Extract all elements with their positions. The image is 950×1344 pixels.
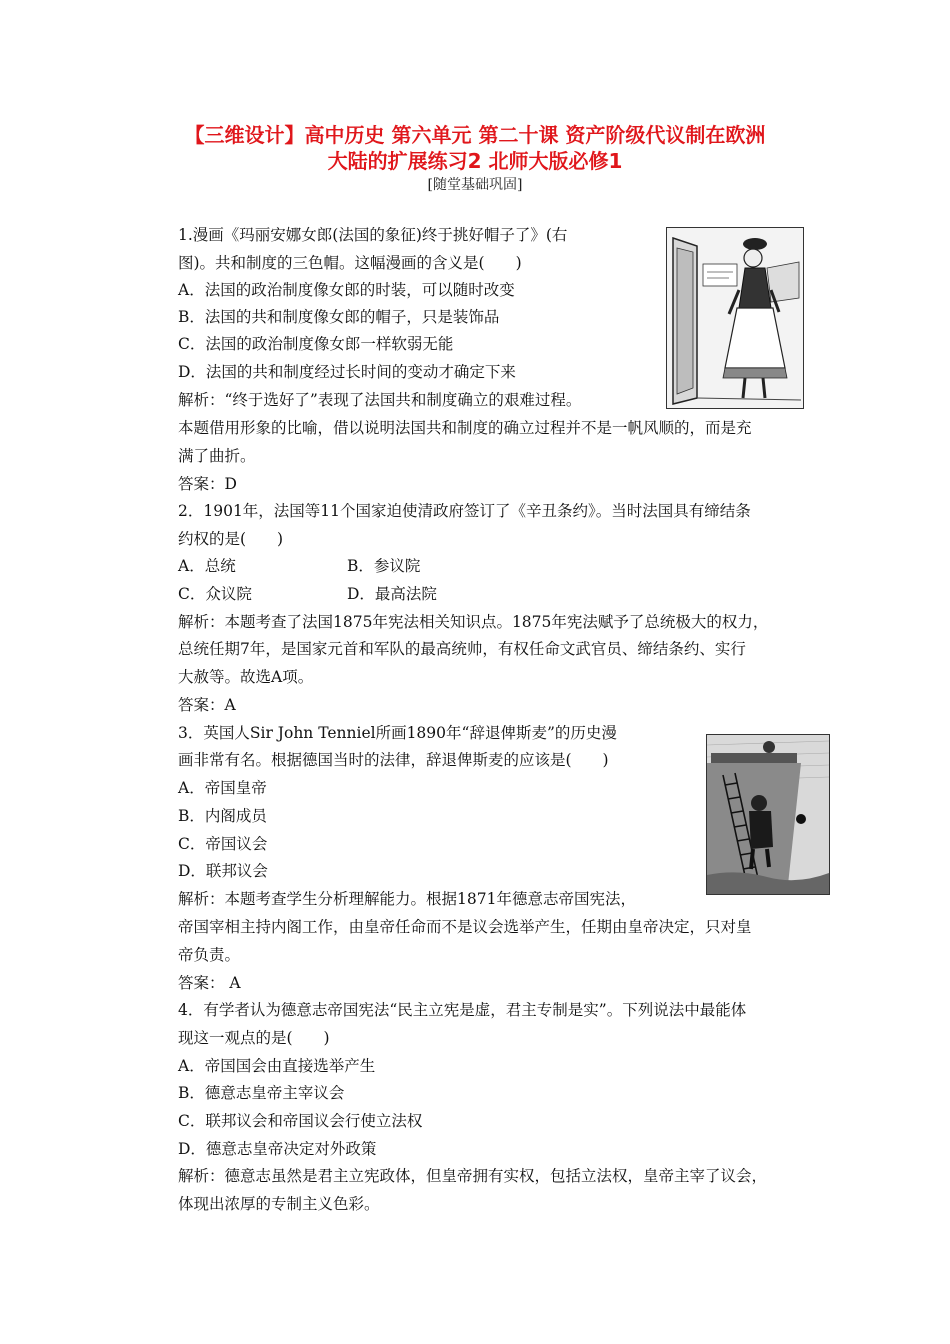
document-title-line2: 大陆的扩展练习2 北师大版必修1: [327, 149, 623, 173]
q3-option-b: B．内阁成员: [178, 807, 267, 825]
section-subtitle: [随堂基础巩固]: [427, 177, 523, 193]
marianne-cartoon-drawing: [667, 228, 803, 408]
q3-option-a: A．帝国皇帝: [178, 779, 267, 797]
pilot-cartoon-drawing: [707, 735, 829, 894]
q3-stem-line2: 画非常有名。根据德国当时的法律，辞退俾斯麦的应该是( ): [178, 751, 609, 769]
q4-explanation-line2: 体现出浓厚的专制主义色彩。: [178, 1195, 380, 1213]
q3-explanation-line1: 解析：本题考查学生分析理解能力。根据1871年德意志帝国宪法，: [178, 890, 636, 908]
q2-option-a: A．总统: [178, 557, 236, 575]
q1-explanation-line2: 本题借用形象的比喻，借以说明法国共和制度的确立过程并不是一帆风顺的，而是充: [178, 419, 752, 437]
q1-explanation-line3: 满了曲折。: [178, 447, 256, 465]
q1-option-c: C．法国的政治制度像女郎一样软弱无能: [178, 335, 454, 353]
q1-option-d: D．法国的共和制度经过长时间的变动才确定下来: [178, 363, 516, 381]
q3-option-d: D．联邦议会: [178, 862, 268, 880]
q1-answer: 答案：D: [178, 475, 237, 493]
q3-explanation-line3: 帝负责。: [178, 946, 241, 964]
q2-option-b: B．参议院: [347, 557, 421, 575]
dropping-the-pilot-cartoon-icon: [706, 734, 830, 895]
q1-stem-line1: 1.漫画《玛丽安娜女郎(法国的象征)终于挑好帽子了》(右: [178, 226, 568, 244]
q3-option-c: C．帝国议会: [178, 835, 268, 853]
q2-explanation-line2: 总统任期7年，是国家元首和军队的最高统帅，有权任命文武官员、缔结条约、实行: [178, 640, 746, 658]
q2-answer: 答案：A: [178, 696, 236, 714]
q4-option-c: C．联邦议会和帝国议会行使立法权: [178, 1112, 423, 1130]
q4-stem-line2: 现这一观点的是( ): [178, 1029, 330, 1047]
q2-stem-line1: 2．1901年，法国等11个国家迫使清政府签订了《辛丑条约》。当时法国具有缔结条: [178, 502, 751, 520]
q2-explanation-line3: 大赦等。故选A项。: [178, 668, 314, 686]
q1-stem-line2: 图)。共和制度的三色帽。这幅漫画的含义是( ): [178, 254, 522, 272]
q2-option-c: C．众议院: [178, 585, 252, 603]
q3-answer: 答案： A: [178, 974, 241, 992]
q3-explanation-line2: 帝国宰相主持内阁工作，由皇帝任命而不是议会选举产生，任期由皇帝决定，只对皇: [178, 918, 752, 936]
q4-explanation-line1: 解析：德意志虽然是君主立宪政体，但皇帝拥有实权，包括立法权，皇帝主宰了议会，: [178, 1167, 768, 1185]
q3-stem-line1: 3．英国人Sir John Tenniel所画1890年“辞退俾斯麦”的历史漫: [178, 724, 617, 742]
q1-option-a: A．法国的政治制度像女郎的时装，可以随时改变: [178, 281, 515, 299]
q4-option-d: D．德意志皇帝决定对外政策: [178, 1140, 377, 1158]
document-title-line1: 【三维设计】高中历史 第六单元 第二十课 资产阶级代议制在欧洲: [184, 123, 766, 147]
q1-explanation-line1: 解析：“终于选好了”表现了法国共和制度确立的艰难过程。: [178, 391, 582, 409]
q4-stem-line1: 4．有学者认为德意志帝国宪法“民主立宪是虚，君主专制是实”。下列说法中最能体: [178, 1001, 747, 1019]
q2-option-d: D．最高法院: [347, 585, 437, 603]
q2-stem-line2: 约权的是( ): [178, 530, 284, 548]
q4-option-b: B．德意志皇帝主宰议会: [178, 1084, 345, 1102]
q4-option-a: A．帝国国会由直接选举产生: [178, 1057, 376, 1075]
q1-option-b: B．法国的共和制度像女郎的帽子，只是装饰品: [178, 308, 500, 326]
marianne-cartoon-icon: [666, 227, 804, 409]
q2-explanation-line1: 解析：本题考查了法国1875年宪法相关知识点。1875年宪法赋予了总统极大的权力，: [178, 613, 769, 631]
